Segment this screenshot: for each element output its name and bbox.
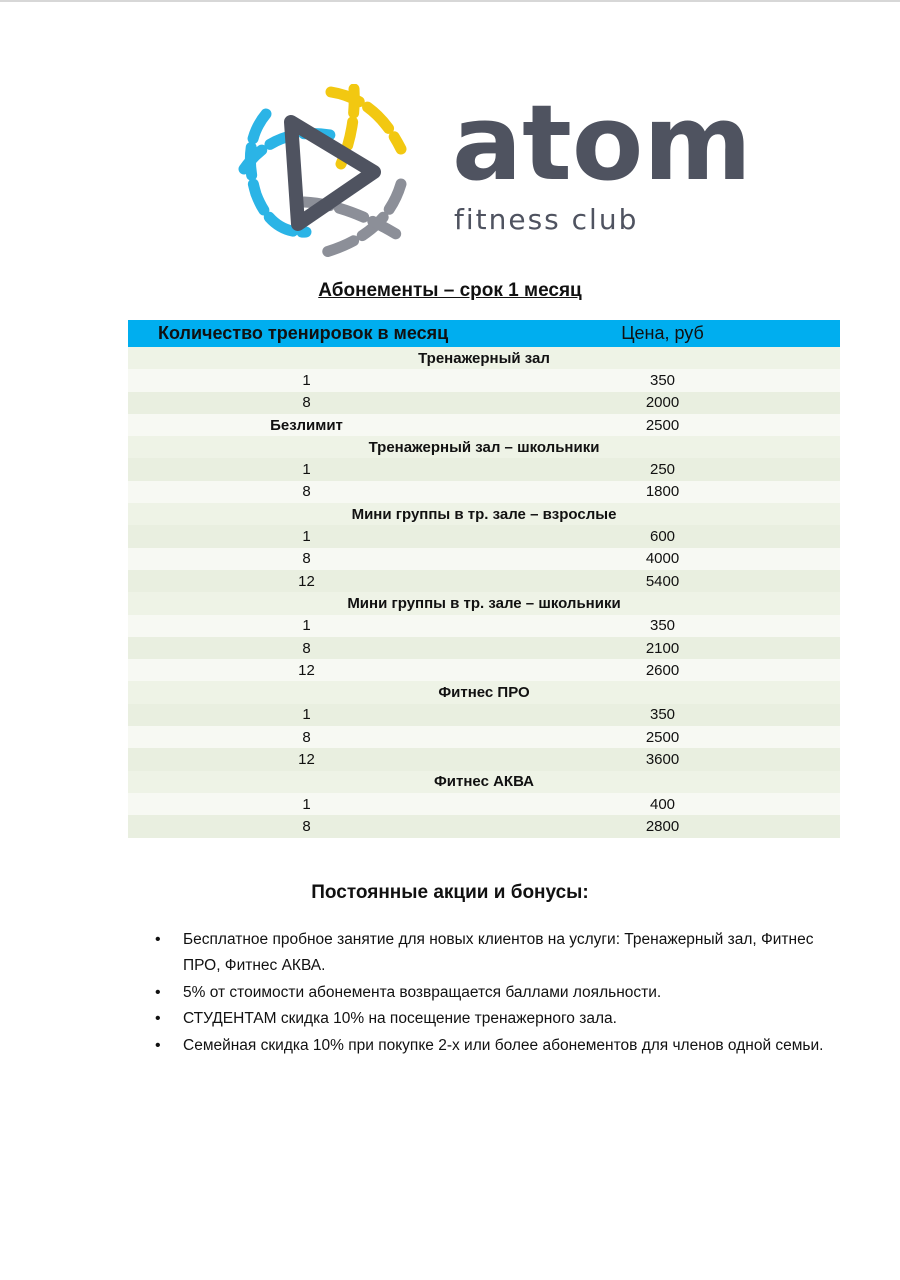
table-row	[128, 748, 840, 770]
table-row	[128, 793, 840, 815]
row-price: 2000	[485, 392, 840, 414]
section-name: Тренажерный зал	[128, 347, 840, 369]
row-quantity: 8	[128, 637, 485, 659]
logo-subtitle: fitness club	[454, 203, 639, 236]
table-row	[128, 392, 840, 414]
section-name: Тренажерный зал – школьники	[128, 436, 840, 458]
row-price: 5400	[485, 570, 840, 592]
table-row	[128, 704, 840, 726]
row-price: 1800	[485, 481, 840, 503]
section-name: Мини группы в тр. зале – школьники	[128, 592, 840, 614]
header-quantity: Количество тренировок в месяц	[128, 320, 485, 347]
logo-wordmark: atom	[452, 82, 752, 204]
promo-item	[155, 1033, 843, 1059]
row-quantity: 12	[128, 748, 485, 770]
row-quantity: 12	[128, 659, 485, 681]
row-quantity: 1	[128, 704, 485, 726]
table-section-row	[128, 347, 840, 369]
table-row	[128, 659, 840, 681]
table-row	[128, 726, 840, 748]
row-quantity: 1	[128, 458, 485, 480]
atom-logo	[236, 82, 752, 259]
table-row	[128, 570, 840, 592]
table-row	[128, 481, 840, 503]
table-row	[128, 615, 840, 637]
table-section-row	[128, 592, 840, 614]
row-price: 250	[485, 458, 840, 480]
table-row	[128, 637, 840, 659]
promo-item-text: Семейная скидка 10% при покупке 2-х или более абонементов для членов одной семьи.	[183, 1036, 824, 1054]
promo-title: Постоянные акции и бонусы:	[311, 882, 589, 903]
document-title: Абонементы – срок 1 месяц	[318, 280, 582, 301]
row-quantity: 8	[128, 392, 485, 414]
row-price: 3600	[485, 748, 840, 770]
bullet-icon: •	[155, 1036, 161, 1054]
row-quantity: 1	[128, 369, 485, 391]
table-section-row	[128, 503, 840, 525]
bullet-icon: •	[155, 931, 161, 948]
promo-item	[155, 927, 843, 979]
table-section-row	[128, 436, 840, 458]
row-quantity: 8	[128, 548, 485, 570]
row-price: 400	[485, 793, 840, 815]
row-price: 2800	[485, 815, 840, 837]
row-price: 350	[485, 704, 840, 726]
promo-item	[155, 980, 843, 1006]
row-price: 2500	[485, 414, 840, 436]
table-row	[128, 369, 840, 391]
row-quantity: 8	[128, 726, 485, 748]
price-table	[128, 320, 840, 838]
table-row	[128, 548, 840, 570]
row-quantity: 1	[128, 615, 485, 637]
row-price: 2500	[485, 726, 840, 748]
section-name: Фитнес АКВА	[128, 771, 840, 793]
table-header-row	[128, 320, 840, 347]
row-price: 350	[485, 615, 840, 637]
promo-item-text: СТУДЕНТАМ скидка 10% на посещение тренажерного зала.	[183, 1010, 617, 1027]
atom-logo-mark-icon	[236, 84, 411, 259]
section-name: Мини группы в тр. зале – взрослые	[128, 503, 840, 525]
promo-item	[155, 1006, 843, 1032]
promo-list	[155, 927, 843, 1059]
row-quantity: 1	[128, 793, 485, 815]
row-quantity: 12	[128, 570, 485, 592]
table-row	[128, 414, 840, 436]
row-price: 2100	[485, 637, 840, 659]
row-quantity: 8	[128, 481, 485, 503]
section-name: Фитнес ПРО	[128, 681, 840, 703]
table-row	[128, 458, 840, 480]
row-quantity: 8	[128, 815, 485, 837]
table-row	[128, 815, 840, 837]
promo-item-text: 5% от стоимости абонемента возвращается баллами лояльности.	[183, 983, 662, 1001]
promo-item-text: Бесплатное пробное занятие для новых клиентов на услуги: Тренажерный зал, Фитнес ПРО, Фитнес АКВА.	[183, 931, 814, 974]
header-price: Цена, руб	[485, 320, 840, 347]
row-quantity: 1	[128, 525, 485, 547]
bullet-icon: •	[155, 983, 161, 1001]
row-quantity: Безлимит	[128, 414, 485, 436]
page-top-border	[0, 0, 900, 2]
table-section-row	[128, 681, 840, 703]
bullet-icon: •	[155, 1010, 161, 1027]
row-price: 600	[485, 525, 840, 547]
row-price: 2600	[485, 659, 840, 681]
row-price: 4000	[485, 548, 840, 570]
row-price: 350	[485, 369, 840, 391]
table-section-row	[128, 771, 840, 793]
table-row	[128, 525, 840, 547]
